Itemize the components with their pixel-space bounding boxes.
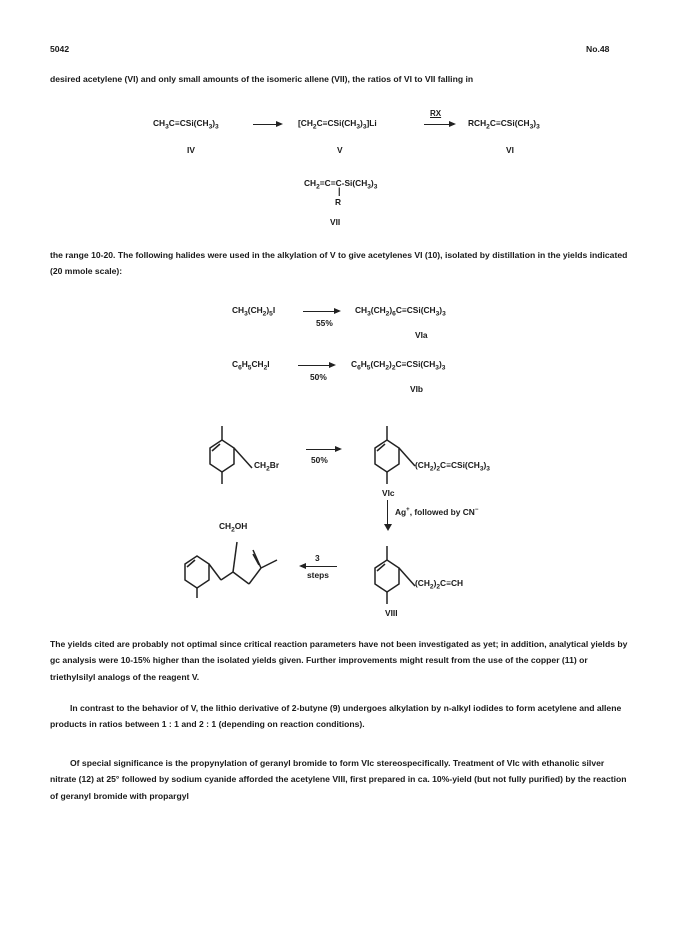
reaction-arrow [303,311,339,312]
viii-side-chain: $(CH_2)_2C\equiv CH$ [415,578,464,591]
reaction-arrow-left [301,566,337,567]
allene-bond: | [338,186,341,196]
paragraph-line: desired acetylene (VI) and only small amounts of the isomeric allene (VII), the ratios of VI to VII falling in [50,74,474,84]
journal-issue: No.48 [586,44,610,54]
label-viii: VIII [385,608,398,618]
yield-via: 55% [316,318,333,328]
product-via: $CH_3(CH_2)_6C\equiv CSi(CH_3)_3$ [355,305,446,318]
compound-iv-formula: $CH_3C\equiv CSi(CH_3)_3$ [153,118,219,131]
label-vii: VII [330,217,341,227]
geranyl-bromide-group: $CH_2Br$ [254,460,280,473]
halide-vib-start: $C_6H_5CH_2I$ [232,359,270,372]
compound-v-formula: $[CH_2C\equiv CSi(CH_3)_3]Li$ [298,118,377,131]
label-iv: IV [187,145,195,155]
reaction-arrow [298,365,334,366]
label-v: V [337,145,343,155]
compound-vi-formula: $RCH_2C\equiv CSi(CH_3)_3$ [468,118,540,131]
paragraph: In contrast to the behavior of V, the lithio derivative of 2-butyne (9) undergoes alkylation by n-alkyl iodides to form acetylene and allene products in ratios between 1 : 1 and 2 : 1 (depending on reaction conditions). [50,703,622,730]
paragraph: The yields cited are probably not optimal since critical reaction parameters have not been investigated as yet; in addition, analytical yields by gc analysis were 10-15% higher than the isolated yields given. Further improvements might result from the use of the copper (11) or triethylsilyl analogs of the reagent V. [50,639,628,682]
yield-vic: 50% [311,455,328,465]
label-vic: VIc [382,488,395,498]
page-number: 5042 [50,44,70,54]
label-via: VIa [415,330,428,340]
steps-count: 3 [315,553,320,563]
arrow-reagent-rx: RX [430,109,442,118]
down-arrow-head [384,524,392,531]
label-vib: VIb [410,384,424,394]
silver-reagent-note: Ag+, followed by CN− [395,507,479,517]
geranyl-bromide-structure [200,420,260,490]
reaction-arrow [306,449,340,450]
down-arrow [387,500,388,526]
paragraph: Of special significance is the propynylation of geranyl bromide to form VIc stereospecifically. Treatment of VIc with ethanolic silver nitrate (12) at 25° followed by sodium cyanide afforded the acetylene VIII, first prepared in ca. 10%-yield (but not fully purified) by the reaction of geranyl bromide with propargyl [50,758,627,801]
halide-via-start: $CH_3(CH_2)_5I$ [232,305,276,318]
reaction-arrow [253,124,281,125]
vic-ring-structure [365,420,425,490]
compound-vii-formula: $CH_2=C=C-Si(CH_3)_3$ [304,178,378,191]
final-alcohol-structure [175,530,285,600]
reaction-arrow [424,124,454,125]
label-vi: VI [506,145,514,155]
product-vib: $C_6H_5(CH_2)_2C\equiv CSi(CH_3)_3$ [351,359,446,372]
vic-side-chain: $(CH_2)_2C\equiv CSi(CH_3)_3$ [415,460,490,473]
steps-word: steps [307,570,329,580]
yield-vib: 50% [310,372,327,382]
allene-r-group: R [335,197,342,207]
final-alcohol-group: $CH_2OH$ [219,521,248,534]
viii-ring-structure [365,540,425,610]
paragraph: the range 10-20. The following halides were used in the alkylation of V to give acetylenes VI (10), isolated by distillation in the yields indicated (20 mmole scale): [50,250,628,277]
